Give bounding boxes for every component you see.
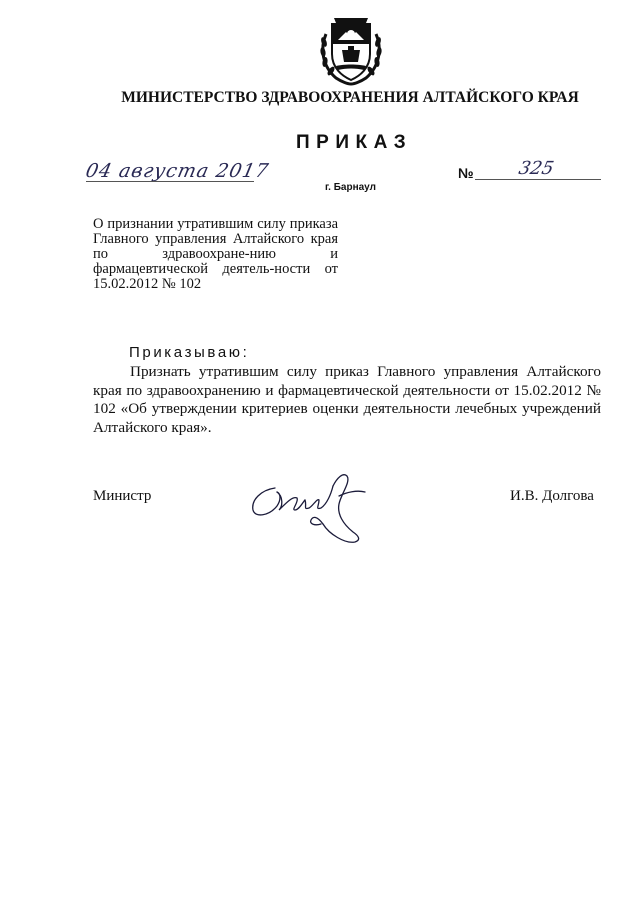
ministry-name-block [0, 89, 640, 107]
city-label: г. Барнаул [325, 182, 376, 193]
order-body-text: Признать утратившим силу приказ Главного управления Алтайского края по здравоохранению и фармацевтической деятельности от 15.02.2012 № 102 «Об утверждении критериев оценки деятельности лечебных учреждений Алтайского края». [93, 363, 601, 436]
number-underline [475, 179, 601, 180]
coat-of-arms-icon [318, 14, 384, 86]
handwritten-number: 325 [516, 158, 556, 179]
date-underline [86, 181, 254, 182]
handwritten-date: 04 августа 2017 [83, 160, 271, 182]
number-label: № [458, 165, 474, 181]
order-subject: О признании утратившим силу приказа Главного управления Алтайского края по здравоохране-нию и фармацевтической деятель-ности от 15.02.2012 № 102 [93, 216, 338, 292]
document-type-title: ПРИКАЗ [296, 132, 413, 153]
handwritten-signature-icon [247, 466, 373, 548]
signatory-name: И.В. Долгова [510, 488, 594, 504]
ordering-word: Приказываю: [129, 344, 250, 361]
ministry-name: МИНИСТЕРСТВО ЗДРАВООХРАНЕНИЯ АЛТАЙСКОГО КРАЯ [121, 89, 579, 106]
signatory-role: Министр [93, 488, 152, 504]
